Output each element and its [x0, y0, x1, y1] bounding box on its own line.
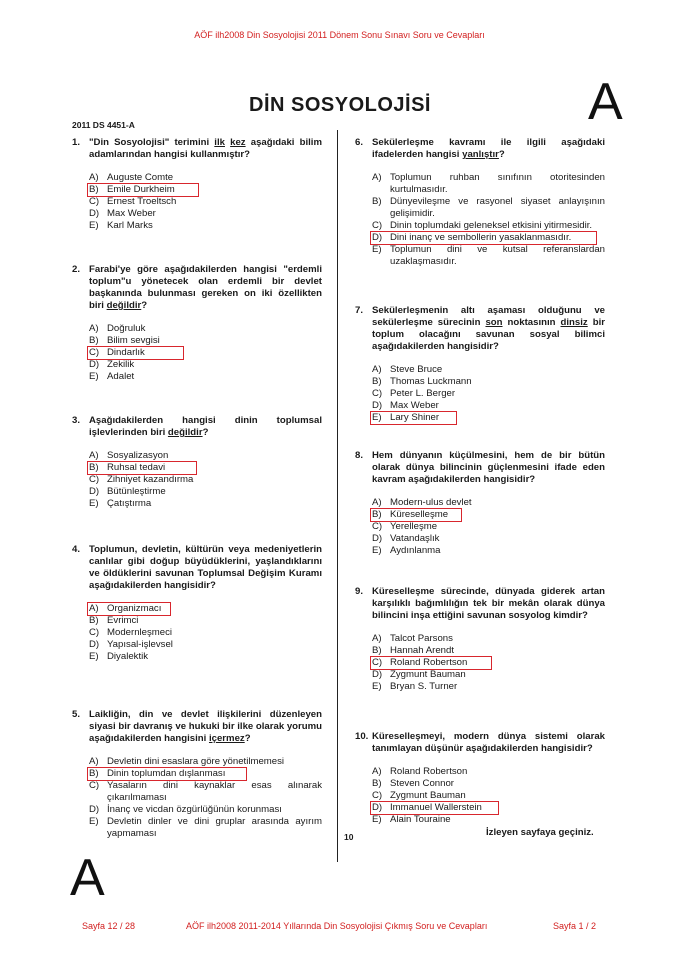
option-text: Zekilik	[107, 359, 135, 370]
option-letter: D)	[372, 400, 383, 411]
question-text-part: Laikliğin, din ve devlet ilişkilerini düzenleyen siyasi bir davranış ve hukuki bir ilke olarak yorumu aşağıdakilerden hangisini	[89, 709, 323, 744]
option-text: Toplumun dini ve kutsal referanslardan uzaklaşmasıdır.	[390, 244, 605, 267]
question-number: 1.	[72, 137, 81, 148]
option-letter: B)	[89, 768, 99, 779]
option-text: Roland Robertson	[390, 766, 468, 777]
option-text: Diyalektik	[107, 651, 149, 662]
answer-option-marked	[72, 347, 322, 359]
option-letter: C)	[372, 388, 383, 399]
answer-option	[355, 814, 605, 826]
option-letter: E)	[89, 371, 99, 382]
option-text: Aydınlanma	[390, 545, 441, 556]
option-letter: D)	[89, 486, 100, 497]
question-text-part: Küreselleşmeyi, modern dünya sistemi olarak tanımlayan düşünür aşağıdakilerden hangisidir?	[372, 731, 605, 754]
option-text: Peter L. Berger	[390, 388, 456, 399]
option-text: Ernest Troeltsch	[107, 196, 177, 207]
question-text-part: ?	[202, 427, 209, 438]
option-letter: E)	[89, 816, 99, 827]
answer-option	[355, 521, 605, 533]
option-letter: A)	[372, 364, 382, 375]
options-list	[355, 633, 605, 693]
option-text: Yerelleşme	[390, 521, 438, 532]
answer-option	[72, 474, 322, 486]
options-list	[72, 756, 322, 840]
question-text-part: aşağıdaki bilim adamlarından hangisi kullanmıştır?	[89, 137, 322, 160]
answer-option-marked	[72, 184, 322, 196]
options-list	[355, 766, 605, 826]
question-9	[355, 586, 605, 693]
answer-option	[72, 486, 322, 498]
option-letter: E)	[89, 220, 99, 231]
answer-option	[355, 533, 605, 545]
option-letter: C)	[372, 790, 383, 801]
question-number: 4.	[72, 544, 81, 555]
option-letter: D)	[372, 533, 383, 544]
question-number: 10.	[355, 731, 369, 742]
question-text	[72, 415, 322, 439]
question-text-part: noktasının	[502, 317, 561, 328]
option-text: Lary Shiner	[390, 412, 440, 423]
options-list	[72, 603, 322, 663]
question-6	[355, 137, 605, 268]
option-letter: A)	[372, 633, 382, 644]
booklet-letter-top: A	[588, 73, 623, 131]
question-text-part: Aşağıdakilerden hangisi dinin toplumsal işlevlerinden biri	[89, 415, 322, 438]
question-text-part: kez	[230, 137, 246, 148]
question-3	[72, 415, 322, 510]
footer-center: AÖF ilh2008 2011-2014 Yıllarında Din Sosyolojisi Çıkmış Soru ve Cevapları	[186, 921, 488, 931]
answer-option	[72, 804, 322, 816]
option-text: Yapısal-işlevsel	[107, 639, 173, 650]
question-text-part: değildir	[167, 427, 203, 438]
option-text: Emile Durkheim	[107, 184, 175, 195]
question-text	[72, 264, 322, 312]
question-text-part: Sekülerleşme kavramı ile ilgili aşağıdaki ifadelerden hangisi	[372, 137, 605, 160]
question-number: 5.	[72, 709, 81, 720]
option-text: Dünyevileşme ve rasyonel siyaset anlayışının gelişimidir.	[390, 196, 605, 219]
question-text-part: son	[485, 317, 503, 328]
answer-option-marked	[72, 603, 322, 615]
question-text-part: ?	[244, 733, 251, 744]
option-text: Bryan S. Turner	[390, 681, 458, 692]
answer-option	[355, 172, 605, 196]
option-letter: A)	[89, 450, 99, 461]
question-1	[72, 137, 322, 232]
option-letter: D)	[89, 639, 100, 650]
option-text: Dinin toplumdaki geleneksel etkisini yitirmesidir.	[390, 220, 593, 231]
question-number: 3.	[72, 415, 81, 426]
option-text: Steve Bruce	[390, 364, 443, 375]
option-letter: A)	[89, 756, 99, 767]
question-text-part: ilk	[214, 137, 225, 148]
question-4	[72, 544, 322, 663]
option-text: Hannah Arendt	[390, 645, 455, 656]
answer-option	[355, 633, 605, 645]
answer-option	[72, 323, 322, 335]
answer-option	[355, 681, 605, 693]
answer-option	[72, 498, 322, 510]
option-letter: A)	[89, 323, 99, 334]
answer-option-marked	[355, 657, 605, 669]
option-letter: B)	[89, 184, 99, 195]
option-text: Bütünleştirme	[107, 486, 166, 497]
footer-right: Sayfa 1 / 2	[553, 921, 597, 931]
question-text-part: bir toplum olacağını savunan sosyal bilimci aşağıdakilerden hangisidir?	[372, 317, 605, 352]
option-text: Ruhsal tedavi	[107, 462, 166, 473]
answer-option	[72, 615, 322, 627]
option-letter: D)	[89, 804, 100, 815]
answer-option	[355, 388, 605, 400]
column-divider	[337, 130, 338, 862]
option-text: Dini inanç ve sembollerin yasaklanmasıdır.	[390, 232, 572, 243]
options-list	[355, 172, 605, 268]
answer-option	[72, 220, 322, 232]
option-letter: C)	[89, 196, 100, 207]
question-text	[355, 450, 605, 486]
question-7	[355, 305, 605, 424]
option-letter: D)	[89, 359, 100, 370]
answer-option	[72, 359, 322, 371]
option-letter: A)	[372, 766, 382, 777]
answer-option	[72, 371, 322, 383]
page-header: AÖF ilh2008 Din Sosyolojisi 2011 Dönem Sonu Sınavı Soru ve Cevapları	[194, 30, 485, 40]
answer-option-marked	[72, 462, 322, 474]
question-number: 7.	[355, 305, 364, 316]
answer-option	[72, 816, 322, 840]
option-text: Max Weber	[390, 400, 439, 411]
page-number: 10	[344, 832, 354, 842]
option-text: Evrimci	[107, 615, 139, 626]
question-number: 8.	[355, 450, 364, 461]
answer-option	[355, 244, 605, 268]
question-text-part: Hem dünyanın küçülmesini, hem de bir bütün olarak dünya bilincinin güçlenmesini ifade eden kavram aşağıdakilerden hangisidir?	[372, 450, 605, 485]
options-list	[355, 364, 605, 424]
question-text	[355, 305, 605, 353]
options-list	[72, 172, 322, 232]
option-text: Steven Connor	[390, 778, 454, 789]
option-letter: E)	[89, 651, 99, 662]
option-letter: C)	[89, 474, 100, 485]
option-letter: A)	[372, 172, 382, 183]
question-text	[72, 544, 322, 592]
question-text-part: "Din Sosyolojisi" terimini	[89, 137, 215, 148]
answer-option	[72, 196, 322, 208]
question-text	[72, 137, 322, 161]
option-text: Talcot Parsons	[390, 633, 453, 644]
answer-option	[355, 376, 605, 388]
option-text: Max Weber	[107, 208, 156, 219]
question-text	[355, 731, 605, 755]
option-text: Dinin toplumdan dışlanması	[107, 768, 226, 779]
option-text: Dindarlık	[107, 347, 145, 358]
question-text-part: Farabi'ye göre aşağıdakilerden hangisi "erdemli toplum"u yönetecek olan erdemli bir devlet başkanında bulunması gereken on iki özellikten biri	[89, 264, 322, 311]
option-letter: B)	[89, 615, 99, 626]
option-letter: E)	[372, 814, 382, 825]
option-letter: B)	[372, 778, 382, 789]
option-text: Auguste Comte	[107, 172, 174, 183]
question-10	[355, 731, 605, 826]
question-text	[72, 709, 322, 745]
option-letter: B)	[372, 645, 382, 656]
option-text: Devletin dinler ve dini gruplar arasında ayırım yapmaması	[107, 816, 322, 839]
option-text: Bilim sevgisi	[107, 335, 160, 346]
option-letter: C)	[372, 521, 383, 532]
option-text: Doğruluk	[107, 323, 146, 334]
question-text-part: değildir	[106, 300, 142, 311]
answer-option-marked	[355, 509, 605, 521]
answer-option	[355, 669, 605, 681]
question-text-part: içermez	[208, 733, 245, 744]
answer-option	[72, 780, 322, 804]
option-text: Organizmacı	[107, 603, 162, 614]
answer-option-marked	[355, 232, 605, 244]
answer-option	[72, 627, 322, 639]
answer-option	[355, 364, 605, 376]
booklet-letter-bottom: A	[70, 849, 105, 907]
option-text: Zygmunt Bauman	[390, 790, 466, 801]
option-letter: C)	[89, 780, 100, 791]
option-text: Devletin dini esaslara göre yönetilmemesi	[107, 756, 285, 767]
option-text: Adalet	[107, 371, 135, 382]
question-5	[72, 709, 322, 840]
option-text: Yasaların dini kaynaklar esas alınarak çıkarılmaması	[107, 780, 322, 803]
option-letter: A)	[89, 172, 99, 183]
question-text-part: ?	[141, 300, 148, 311]
options-list	[355, 497, 605, 557]
answer-option-marked	[355, 802, 605, 814]
option-text: Modern-ulus devlet	[390, 497, 472, 508]
answer-option	[355, 778, 605, 790]
question-text	[355, 586, 605, 622]
option-text: Modernleşmeci	[107, 627, 173, 638]
question-number: 6.	[355, 137, 364, 148]
option-letter: B)	[89, 335, 99, 346]
answer-option	[72, 651, 322, 663]
question-text-part: Toplumun, devletin, kültürün veya medeniyetlerin canlılar gibi doğup büyüdüklerini, yaşlandıklarını ve öldüklerini savunan Toplumsal Değişim Kuramı aşağıdakilerden hangisidir?	[89, 544, 322, 591]
option-text: Roland Robertson	[390, 657, 468, 668]
answer-option	[355, 545, 605, 557]
option-letter: C)	[89, 347, 100, 358]
option-text: Thomas Luckmann	[390, 376, 472, 387]
options-list	[72, 323, 322, 383]
option-letter: C)	[372, 220, 383, 231]
option-letter: D)	[89, 208, 100, 219]
option-letter: B)	[372, 509, 382, 520]
option-text: Zihniyet kazandırma	[107, 474, 194, 485]
question-text	[355, 137, 605, 161]
option-text: Çatıştırma	[107, 498, 152, 509]
turn-page-note: İzleyen sayfaya geçiniz.	[486, 827, 594, 838]
option-text: Toplumun ruhban sınıfının otoritesinden kurtulmasıdır.	[390, 172, 605, 195]
question-8	[355, 450, 605, 557]
option-letter: B)	[372, 376, 382, 387]
question-text-part: dinsiz	[560, 317, 588, 328]
option-letter: D)	[372, 232, 383, 243]
question-number: 9.	[355, 586, 364, 597]
question-number: 2.	[72, 264, 81, 275]
question-2	[72, 264, 322, 383]
option-text: Zygmunt Bauman	[390, 669, 466, 680]
option-letter: E)	[372, 244, 382, 255]
footer-left: Sayfa 12 / 28	[82, 921, 136, 931]
options-list	[72, 450, 322, 510]
option-letter: E)	[372, 681, 382, 692]
option-letter: B)	[372, 196, 382, 207]
answer-option-marked	[72, 768, 322, 780]
option-text: Sosyalizasyon	[107, 450, 169, 461]
option-text: Alain Touraine	[390, 814, 451, 825]
question-text-part: ?	[498, 149, 505, 160]
option-text: Immanuel Wallerstein	[390, 802, 482, 813]
answer-option	[355, 766, 605, 778]
answer-option-marked	[355, 412, 605, 424]
option-letter: A)	[89, 603, 99, 614]
option-letter: C)	[372, 657, 383, 668]
question-text-part: Sekülerleşmenin altı aşaması olduğunu ve sekülerleşme sürecinin	[372, 305, 605, 328]
option-letter: E)	[372, 412, 382, 423]
option-letter: D)	[372, 802, 383, 813]
option-letter: D)	[372, 669, 383, 680]
option-text: Vatandaşlık	[390, 533, 440, 544]
answer-option	[72, 639, 322, 651]
option-letter: C)	[89, 627, 100, 638]
page-title: DİN SOSYOLOJİSİ	[249, 94, 431, 116]
question-text-part: yanlıştır	[462, 149, 499, 160]
question-text-part: Küreselleşme sürecinde, dünyada giderek artan karşılıklı bağımlılığın tek bir mekân olarak dünya bilincini inşa ettiğini savunan sosyolog kimdir?	[372, 586, 605, 621]
option-text: Karl Marks	[107, 220, 153, 231]
option-text: İnanç ve vicdan özgürlüğünün korunması	[107, 804, 282, 815]
option-letter: A)	[372, 497, 382, 508]
answer-option	[72, 208, 322, 220]
option-letter: B)	[89, 462, 99, 473]
answer-option	[355, 196, 605, 220]
option-letter: E)	[372, 545, 382, 556]
exam-code: 2011 DS 4451-A	[72, 120, 135, 130]
option-text: Küreselleşme	[390, 509, 449, 520]
option-letter: E)	[89, 498, 99, 509]
